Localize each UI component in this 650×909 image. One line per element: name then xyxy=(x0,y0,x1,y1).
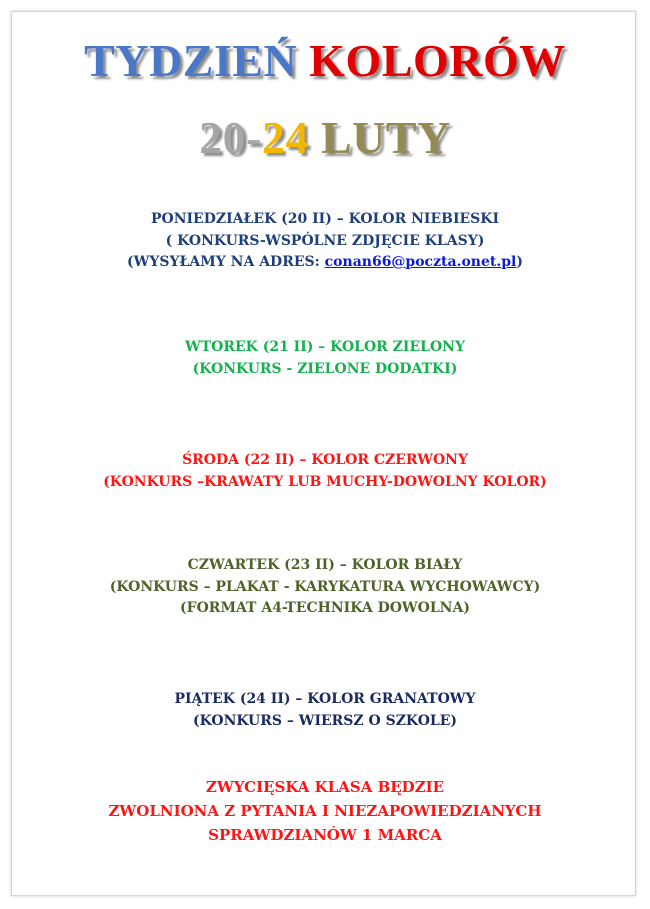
email-link[interactable]: conan66@poczta.onet.pl xyxy=(324,254,517,270)
prize-announcement xyxy=(0,775,650,847)
monday-address-prefix: (WYSYŁAMY NA ADRES: xyxy=(127,254,325,270)
title-word-week: TYDZIEŃ xyxy=(84,35,298,86)
date-start: 20- xyxy=(199,112,262,163)
tuesday-contest: (KONKURS - ZIELONE DODATKI) xyxy=(192,360,458,377)
wednesday-section xyxy=(0,450,650,493)
prize-line-2: ZWOLNIONA Z PYTANIA I NIEZAPOWIEDZIANYCH xyxy=(108,802,542,820)
poster-title xyxy=(0,29,650,93)
thursday-format: (FORMAT A4-TECHNIKA DOWOLNA) xyxy=(180,600,470,616)
thursday-section xyxy=(0,555,650,620)
friday-section xyxy=(0,689,650,732)
thursday-contest: (KONKURS – PLAKAT - KARYKATURA WYCHOWAWCY) xyxy=(109,578,541,595)
thursday-heading: CZWARTEK (23 II) – KOLOR BIAŁY xyxy=(187,557,463,573)
monday-address-suffix: ) xyxy=(516,254,523,270)
title-word-colors: KOLORÓW xyxy=(309,35,566,86)
date-month: LUTY xyxy=(321,112,451,163)
monday-section xyxy=(0,209,650,274)
friday-contest: (KONKURS – WIERSZ O SZKOLE) xyxy=(192,712,458,729)
wednesday-heading: ŚRODA (22 II) – KOLOR CZERWONY xyxy=(182,452,468,468)
prize-line-1: ZWYCIĘSKA KLASA BĘDZIE xyxy=(205,778,445,796)
prize-line-3: SPRAWDZIANÓW 1 MARCA xyxy=(208,826,442,844)
wednesday-contest: (KONKURS –KRAWATY LUB MUCHY-DOWOLNY KOLOR) xyxy=(103,473,547,490)
monday-heading: PONIEDZIAŁEK (20 II) – KOLOR NIEBIESKI xyxy=(150,211,500,227)
monday-contest: ( KONKURS-WSPÓLNE ZDJĘCIE KLASY) xyxy=(165,232,485,249)
tuesday-section xyxy=(0,337,650,380)
monday-address xyxy=(0,252,650,274)
poster-date xyxy=(0,106,650,170)
tuesday-heading: WTOREK (21 II) – KOLOR ZIELONY xyxy=(185,339,465,355)
friday-heading: PIĄTEK (24 II) – KOLOR GRANATOWY xyxy=(174,691,476,707)
date-end: 24 xyxy=(262,112,309,163)
